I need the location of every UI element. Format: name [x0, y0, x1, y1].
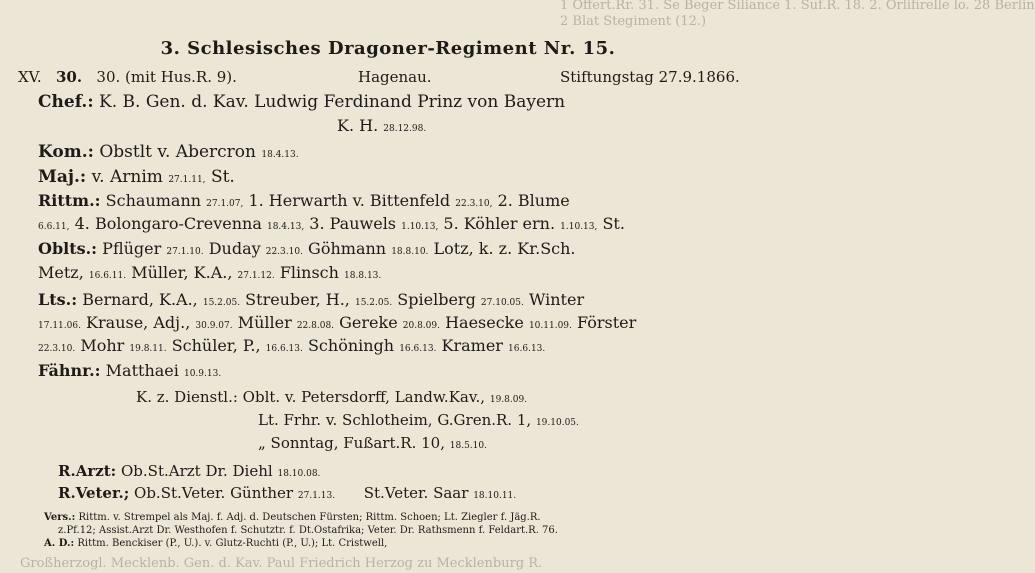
lt-kramer-date: 16.6.13. [508, 344, 546, 354]
rveter-name-2: St.Veter. Saar [363, 484, 469, 502]
rittm-pauwels: 3. Pauwels [309, 214, 397, 233]
kommandiert-line-1 [136, 388, 527, 406]
kz-sonntag-date: 18.5.10. [449, 441, 487, 451]
kz-schlotheim-date: 19.10.05. [535, 418, 579, 428]
lt-haesecke: Haesecke [445, 313, 524, 332]
lt-bernard-date: 15.2.05. [202, 298, 241, 308]
rittm-herwarth: 1. Herwarth v. Bittenfeld [248, 191, 451, 210]
founding-date: Stiftungstag 27.9.1866. [560, 68, 740, 86]
rarzt-name: Ob.St.Arzt Dr. Diehl [121, 462, 273, 480]
kz-petersdorff: Oblt. v. Petersdorff, Landw.Kav., [242, 388, 486, 406]
oblt-duday-date: 22.3.10. [265, 247, 303, 257]
chef-name: K. B. Gen. d. Kav. Ludwig Ferdinand Prinz von Bayern [99, 92, 566, 112]
bleed-through-top-2: 2 Blat Stegiment (12.) [560, 14, 707, 29]
kommandiert-line-2 [258, 411, 579, 429]
versetzt-text-1: Rittm. v. Strempel als Maj. f. Adj. d. Deutschen Fürsten; Rittm. Schoen; Lt. Ziegler f. Jäg.R. [78, 512, 541, 523]
rittm-koehler-date: 1.10.13, [560, 222, 598, 232]
faehnr-name: Matthaei [105, 361, 179, 380]
kz-schlotheim: Lt. Frhr. v. Schlotheim, G.Gren.R. 1, [258, 411, 532, 429]
garrison: Hagenau. [358, 68, 432, 86]
lt-kramer: Kramer [441, 336, 503, 355]
rveter-date: 27.1.13. [297, 491, 336, 501]
lt-schueler-date: 16.6.13. [265, 344, 303, 354]
ad-label: A. D.: [44, 538, 75, 549]
oblt-flinsch-date: 18.8.13. [344, 271, 382, 281]
oblt-goehmann-date: 18.8.10. [391, 247, 429, 257]
versetzt-label: Vers.: [44, 512, 76, 523]
oblt-mueller-date: 27.1.12. [237, 271, 275, 281]
lt-spielberg-date: 27.10.05. [480, 298, 524, 308]
kommandiert-line-3 [258, 434, 487, 452]
oblt-mueller: Müller, K.A., [131, 263, 233, 282]
leutnants-line-3 [38, 336, 545, 355]
rittm-bolongaro: 4. Bolongaro-Crevenna [74, 214, 262, 233]
chef-line-2 [337, 116, 426, 135]
oblt-goehmann: Göhmann [308, 239, 387, 258]
oblt-lotz: Lotz, k. z. Kr.Sch. [433, 239, 576, 258]
lt-mohr: Mohr [80, 336, 125, 355]
lt-schueler: Schüler, P., [171, 336, 261, 355]
lt-schoeningh: Schöningh [307, 336, 395, 355]
oberleutnants-line-1 [38, 239, 576, 258]
brigade: 30. (mit Hus.R. 9). [96, 68, 237, 86]
rittm-herwarth-date: 22.3.10, [455, 199, 493, 209]
lt-haesecke-date: 10.11.09. [528, 321, 572, 331]
maj-date: 27.1.11, [168, 175, 206, 185]
regiment-title: 3. Schlesisches Dragoner-Regiment Nr. 15. [160, 38, 616, 59]
lt-winter: Winter [528, 290, 585, 309]
lt-winter-date: 17.11.06. [38, 321, 81, 331]
maj-name: v. Arnim [91, 167, 163, 187]
rittm-tail: St. [602, 214, 625, 233]
rittmeister-line-2 [38, 214, 625, 233]
faehnrich-line [38, 361, 221, 380]
rittm-bolongaro-date: 18.4.13, [266, 222, 305, 232]
lt-mueller: Müller [237, 313, 292, 332]
kom-date: 18.4.13. [261, 150, 299, 160]
oblt-duday: Duday [208, 239, 261, 258]
regimentsveterinaer-line [58, 484, 516, 502]
rittm-schaumann-date: 27.1.07, [206, 199, 244, 209]
lt-streuber: Streuber, H., [245, 290, 350, 309]
lt-mohr-date: 19.8.11. [129, 344, 167, 354]
bleed-through-bottom: Großherzogl. Mecklenb. Gen. d. Kav. Paul Friedrich Herzog zu Mecklenburg R. [20, 556, 543, 571]
oberleutnants-line-2 [38, 263, 381, 282]
rveter-name: Ob.St.Veter. Günther [134, 484, 294, 502]
lt-krause: Krause, Adj., [86, 313, 191, 332]
meta-line [18, 68, 237, 86]
oblts-label: Oblts.: [38, 239, 98, 258]
major-line [38, 167, 235, 187]
lt-gereke-date: 20.8.09. [402, 321, 440, 331]
lt-streuber-date: 15.2.05. [354, 298, 393, 308]
lt-foerster: Förster [576, 313, 637, 332]
rittm-blume-date: 6.6.11, [38, 222, 70, 232]
kom-name: Obstlt v. Abercron [99, 142, 256, 162]
regimentsarzt-line [58, 462, 320, 480]
chef-line [38, 92, 565, 112]
rittm-blume: 2. Blume [497, 191, 570, 210]
lt-krause-date: 30.9.07. [195, 321, 233, 331]
chef-date: 28.12.98. [383, 124, 427, 134]
oblt-metz: Metz, [38, 263, 84, 282]
rveter-date-2: 18.10.11. [473, 491, 517, 501]
rveter-label: R.Veter.; [58, 484, 130, 502]
versetzt-line-2: z.Pf.12; Assist.Arzt Dr. Westhofen f. Schutztr. f. Dt.Ostafrika; Veter. Dr. Rathsmenn f. Feldart.R. 76. [58, 525, 558, 536]
lt-mueller-date: 22.8.08. [296, 321, 335, 331]
lt-bernard: Bernard, K.A., [82, 290, 198, 309]
ausgeschieden-line [44, 538, 387, 549]
division-number: 30. [55, 68, 83, 86]
leutnants-line-2 [38, 313, 636, 332]
rittmeister-line-1 [38, 191, 570, 210]
faehnr-label: Fähnr.: [38, 361, 101, 380]
lt-schoeningh-date: 16.6.13. [399, 344, 437, 354]
kz-petersdorff-date: 19.8.09. [489, 395, 528, 405]
lt-foerster-date: 22.3.10. [38, 344, 76, 354]
maj-label: Maj.: [38, 167, 87, 187]
faehnr-date: 10.9.13. [183, 369, 222, 379]
oblt-flinsch: Flinsch [279, 263, 339, 282]
versetzt-line-1 [44, 512, 541, 523]
corps-number: XV. [18, 68, 42, 86]
lts-label: Lts.: [38, 290, 78, 309]
lt-spielberg: Spielberg [397, 290, 476, 309]
rittm-schaumann: Schaumann [105, 191, 202, 210]
oblt-pflueger-date: 27.1.10. [166, 247, 204, 257]
kz-sonntag: „ Sonntag, Fußart.R. 10, [258, 434, 445, 452]
kom-label: Kom.: [38, 142, 94, 162]
oblt-pflueger: Pflüger [102, 239, 162, 258]
rarzt-label: R.Arzt: [58, 462, 117, 480]
kz-label: K. z. Dienstl.: [136, 388, 238, 406]
kommandeur-line [38, 142, 299, 162]
ad-text: Rittm. Benckiser (P., U.). v. Glutz-Ruchti (P., U.); Lt. Cristwell, [77, 538, 388, 549]
rittm-koehler: 5. Köhler ern. [443, 214, 556, 233]
oblt-metz-date: 16.6.11. [88, 271, 127, 281]
maj-tail: St. [210, 167, 235, 187]
rarzt-date: 18.10.08. [277, 469, 321, 479]
leutnants-line-1 [38, 290, 584, 309]
lt-gereke: Gereke [339, 313, 398, 332]
rittm-pauwels-date: 1.10.13, [401, 222, 439, 232]
chef-label: Chef.: [38, 92, 94, 112]
chef-title: K. H. [337, 116, 379, 135]
rittm-label: Rittm.: [38, 191, 101, 210]
bleed-through-top-1: 1 Offert.Rr. 31. Se Beger Siliance 1. Suf.R. 18. 2. Orlifirelle lo. 28 Berlin [560, 0, 1035, 13]
